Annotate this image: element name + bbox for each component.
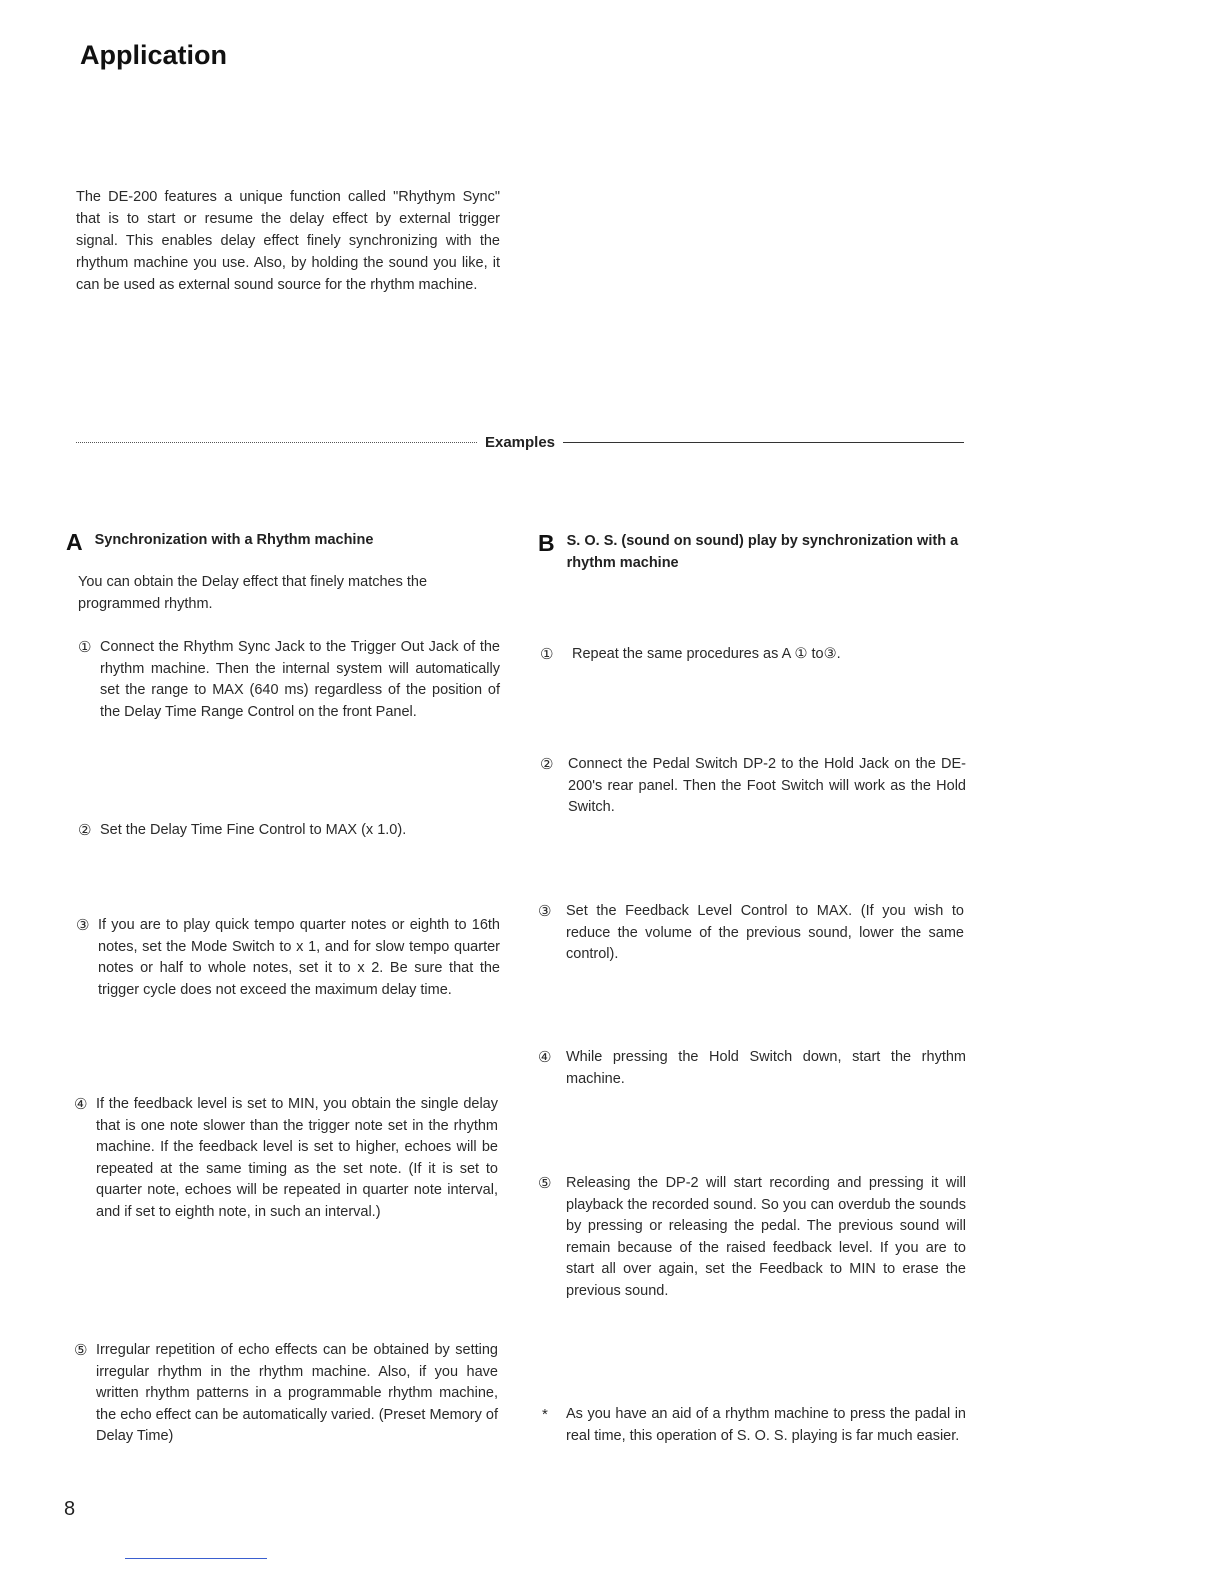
section-a-item-1 [78,637,500,723]
note-text: As you have an aid of a rhythm machine to press the padal in real time, this operation of S. O. S. playing is far much easier. [566,1406,966,1444]
item-number: ⑤ [74,1342,88,1359]
section-b-item-5 [538,1173,966,1302]
section-b-item-3 [538,901,964,966]
section-a-item-2 [78,820,500,842]
item-text: Repeat the same procedures as A ① to③. [572,646,841,662]
item-text: If the feedback level is set to MIN, you obtain the single delay that is one note slower than the trigger note set in the rhythm machine. If the feedback level is set to higher, echoes will be repeated at the same timing as the set note. (If it is set to quarter note, echoes will be repeated in quarter note interval, and if set to eighth note, in such an interval.) [96,1096,498,1220]
examples-heading: Examples [484,433,556,451]
examples-divider [76,430,964,454]
item-text: While pressing the Hold Switch down, start the rhythm machine. [566,1049,966,1087]
item-number: ④ [538,1049,552,1066]
section-b-item-4 [538,1047,966,1090]
section-a-description: You can obtain the Delay effect that finely matches the programmed rhythm. [78,574,428,612]
section-a-title: Synchronization with a Rhythm machine [94,532,374,548]
section-a-item-3 [76,915,500,1001]
section-a-item-5 [74,1340,498,1448]
item-text: Connect the Pedal Switch DP-2 to the Hold Jack on the DE-200's rear panel. Then the Foot Switch will work as the Hold Switch. [568,756,966,815]
divider-line-right [563,442,964,443]
item-number: ① [78,639,92,656]
item-number: ⑤ [538,1175,552,1192]
section-b-item-1 [540,644,966,666]
item-text: If you are to play quick tempo quarter notes or eighth to 16th notes, set the Mode Switch to x 1, and for slow tempo quarter notes or half to whole notes, set it to x 2. Be sure that the trigger cycle does not exceed the maximum delay time. [98,917,500,998]
item-text: Irregular repetition of echo effects can be obtained by setting irregular rhythm in the rhythm machine. Also, if you have written rhythm patterns in a programmable rhythm machine, the echo effect can be automatically varied. (Preset Memory of Delay Time) [96,1342,498,1444]
divider-line-left [76,442,477,443]
item-text: Set the Feedback Level Control to MAX. (If you wish to reduce the volume of the previous sound, lower the same control). [566,903,964,962]
section-b-item-2 [540,754,966,819]
intro-paragraph: The DE-200 features a unique function called "Rhythym Sync" that is to start or resume the delay effect by external trigger signal. This enables delay effect finely synchronizing with the rhythum machine you use. Also, by holding the sound you like, it can be used as external sound source for the rhythm machine. [76,189,500,293]
section-a-header [66,530,506,554]
section-b-note [542,1404,966,1447]
section-b-title: S. O. S. (sound on sound) play by synchronization with a rhythm machine [566,533,959,571]
page-number: 8 [64,1498,76,1520]
section-a-item-4 [74,1094,498,1223]
item-text: Connect the Rhythm Sync Jack to the Trigger Out Jack of the rhythm machine. Then the internal system will automatically set the range to MAX (640 ms) regardless of the position of the Delay Time Range Control on the front Panel. [100,639,500,720]
note-asterisk: * [542,1406,548,1423]
footer-rule [125,1558,267,1559]
section-b-letter: B [538,530,555,556]
item-text: Releasing the DP-2 will start recording and pressing it will playback the recorded sound. So you can overdub the sounds by pressing or releasing the pedal. The previous sound will remain because of the raised feedback level. If you are to start all over again, set the Feedback to MIN to erase the previous sound. [566,1175,966,1299]
item-number: ④ [74,1096,88,1113]
section-b-header [538,531,968,574]
item-number: ② [78,822,92,839]
item-number: ③ [538,903,552,920]
item-number: ① [540,646,554,663]
page-title: Application [80,40,227,70]
item-number: ③ [76,917,90,934]
section-a-letter: A [66,529,83,555]
item-number: ② [540,756,554,773]
item-text: Set the Delay Time Fine Control to MAX (x 1.0). [100,822,407,838]
